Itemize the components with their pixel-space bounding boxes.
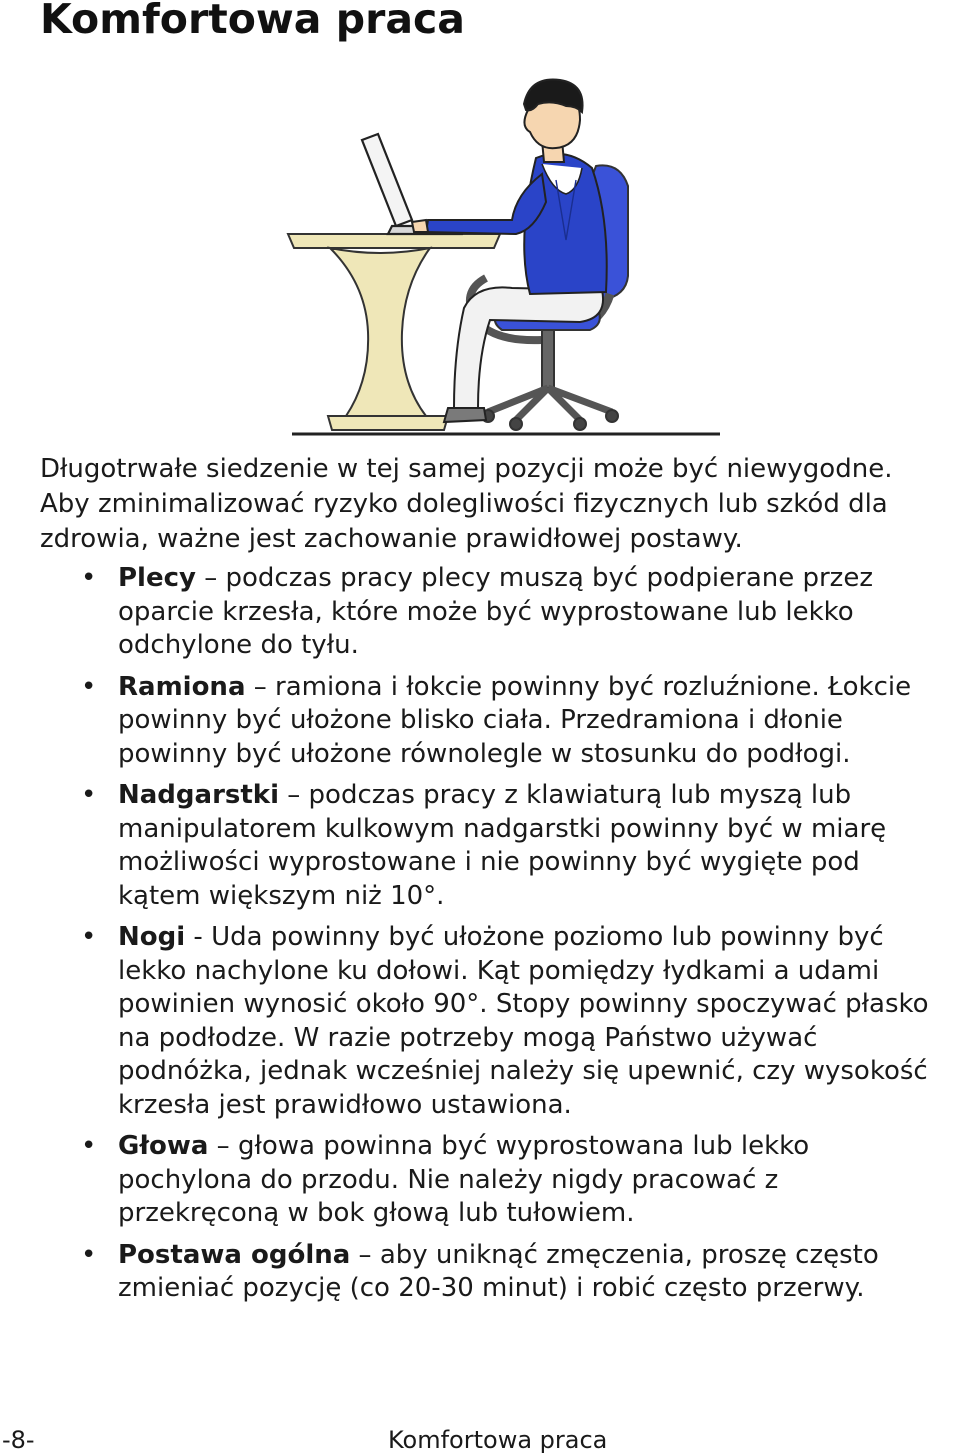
tip-separator: – [245,671,276,702]
bullet-icon: • [81,922,97,952]
tip-separator: - [185,922,212,952]
tip-text: ramiona i łokcie powinny być rozluźnione. Łokcie powinny być ułożone blisko ciała. Przedramiona i dłonie powinny być ułożone równolegle w stosunku do podłogi. [118,671,912,769]
tip-title: Nogi [118,922,186,952]
list-item [40,562,940,663]
page-title: Komfortowa praca [40,0,465,43]
tip-separator: – [350,1239,380,1270]
list-item [40,671,940,772]
tip-text: głowa powinna być wyprostowana lub lekko pochylona do przodu. Nie należy nigdy pracować z przekręconą w bok głową lub tułowiem. [118,1131,810,1228]
tip-text: Uda powinny być ułożone poziomo lub powinny być lekko nachylone ku dołowi. Kąt pomiędzy łydkami a udami powinien wynosić około 90°. Stopy powinny spoczywać płasko na podłodze. W razie potrzeby mogą Państwo używać podnóżka, jednak wcześniej należy się upewnić, czy wysokość krzesła jest prawidłowo ustawiona. [118,922,929,1120]
seated-person-icon [412,80,607,423]
bullet-icon: • [81,1239,97,1270]
list-item [40,921,940,1122]
footer-title: Komfortowa praca [388,1426,608,1454]
tip-title: Ramiona [118,671,246,702]
list-item [40,1130,940,1231]
list-item [40,779,940,913]
tip-title: Głowa [118,1131,209,1161]
page-footer [0,1424,960,1456]
tip-text: podczas pracy plecy muszą być podpierane przez oparcie krzesła, które może być wyprostowane lub lekko odchylone do tyłu. [118,563,873,660]
tip-separator: – [279,780,309,810]
bullet-icon: • [81,671,97,702]
tip-text: aby uniknąć zmęczenia, proszę często zmieniać pozycję (co 20-30 minut) i robić często przerwy. [118,1239,879,1303]
intro-paragraph: Długotrwałe siedzenie w tej samej pozycji może być niewygodne. Aby zminimalizować ryzyko dolegliwości fizycznych lub szkód dla zdrowia, ważne jest zachowanie prawidłowej postawy. [40,454,893,554]
bullet-icon: • [81,563,97,593]
tip-title: Nadgarstki [118,780,280,810]
tip-title: Postawa ogólna [118,1239,351,1270]
bullet-icon: • [81,780,97,810]
posture-tips-list [40,562,940,1314]
ergonomic-posture-illustration [280,70,730,445]
page-number: -8- [2,1426,35,1454]
tip-separator: – [195,563,226,593]
tip-separator: – [208,1131,238,1161]
bullet-icon: • [81,1131,97,1161]
list-item [40,1239,940,1306]
tip-text: podczas pracy z klawiaturą lub myszą lub manipulatorem kulkowym nadgarstki powinny być w miarę możliwości wyprostowane i nie powinny być wygięte pod kątem większym niż 10°. [118,780,887,911]
tip-title: Plecy [118,563,196,593]
